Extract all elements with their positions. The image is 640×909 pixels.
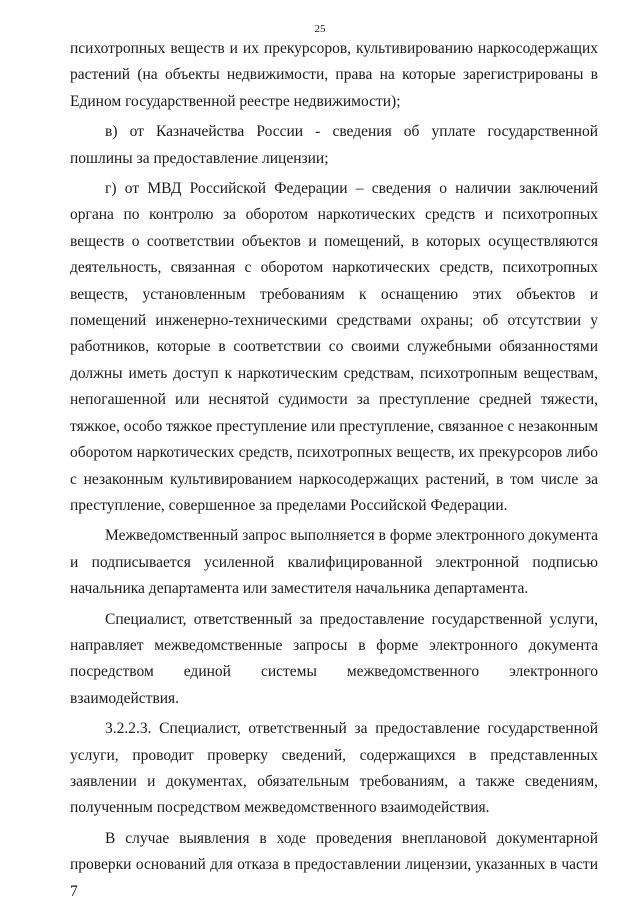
paragraph-3-2-2-3: 3.2.2.3. Специалист, ответственный за предоставление государственной услуги, проводит проверку сведений, содержащихся в представленных заявлении и документах, обязательным требованиям, а также сведениям, полученным посредством межведомственного взаимодействия. [70, 720, 598, 817]
page-number: 25 [314, 23, 326, 35]
paragraph-refusal-grounds: В случае выявления в ходе проведения внеплановой документарной проверки оснований для отказа в предоставлении лицензии, указанных в части 7 [70, 829, 598, 900]
paragraph-specialist-sends: Специалист, ответственный за предоставление государственной услуги, направляет межведомственные запросы в форме электронного документа посредством единой системы межведомственного электронного взаимодействия. [70, 610, 598, 707]
document-body [70, 36, 598, 909]
paragraph-treasury: в) от Казначейства России - сведения об уплате государственной пошлины за предоставление лицензии; [70, 123, 598, 167]
paragraph-interagency-request: Межведомственный запрос выполняется в форме электронного документа и подписывается усиленной квалифицированной электронной подписью начальника департамента или заместителя начальника департамента. [70, 527, 598, 598]
paragraph-continuation: психотропных веществ и их прекурсоров, культивированию наркосодержащих растений (на объекты недвижимости, права на которые зарегистрированы в Едином государственной реестре недвижимости); [70, 40, 598, 110]
paragraph-mvd: г) от МВД Российской Федерации – сведения о наличии заключений органа по контролю за оборотом наркотических средств и психотропных веществ о соответствии объектов и помещений, в которых осуществляются деятельность, связанная с оборотом наркотических средств, психотропных веществ, установленным требованиям к оснащению этих объектов и помещений инженерно-техническими средствами охраны; об отсутствии у работников, которые в соответствии со своими служебными обязанностями должны иметь доступ к наркотическим средствам, психотропным веществам, непогашенной или неснятой судимости за преступление средней тяжести, тяжкое, особо тяжкое преступление или преступление, связанное с незаконным оборотом наркотических средств, психотропных веществ, их прекурсоров либо с незаконным культивированием наркосодержащих растений, в том числе за преступление, совершенное за пределами Российской Федерации. [70, 180, 598, 514]
